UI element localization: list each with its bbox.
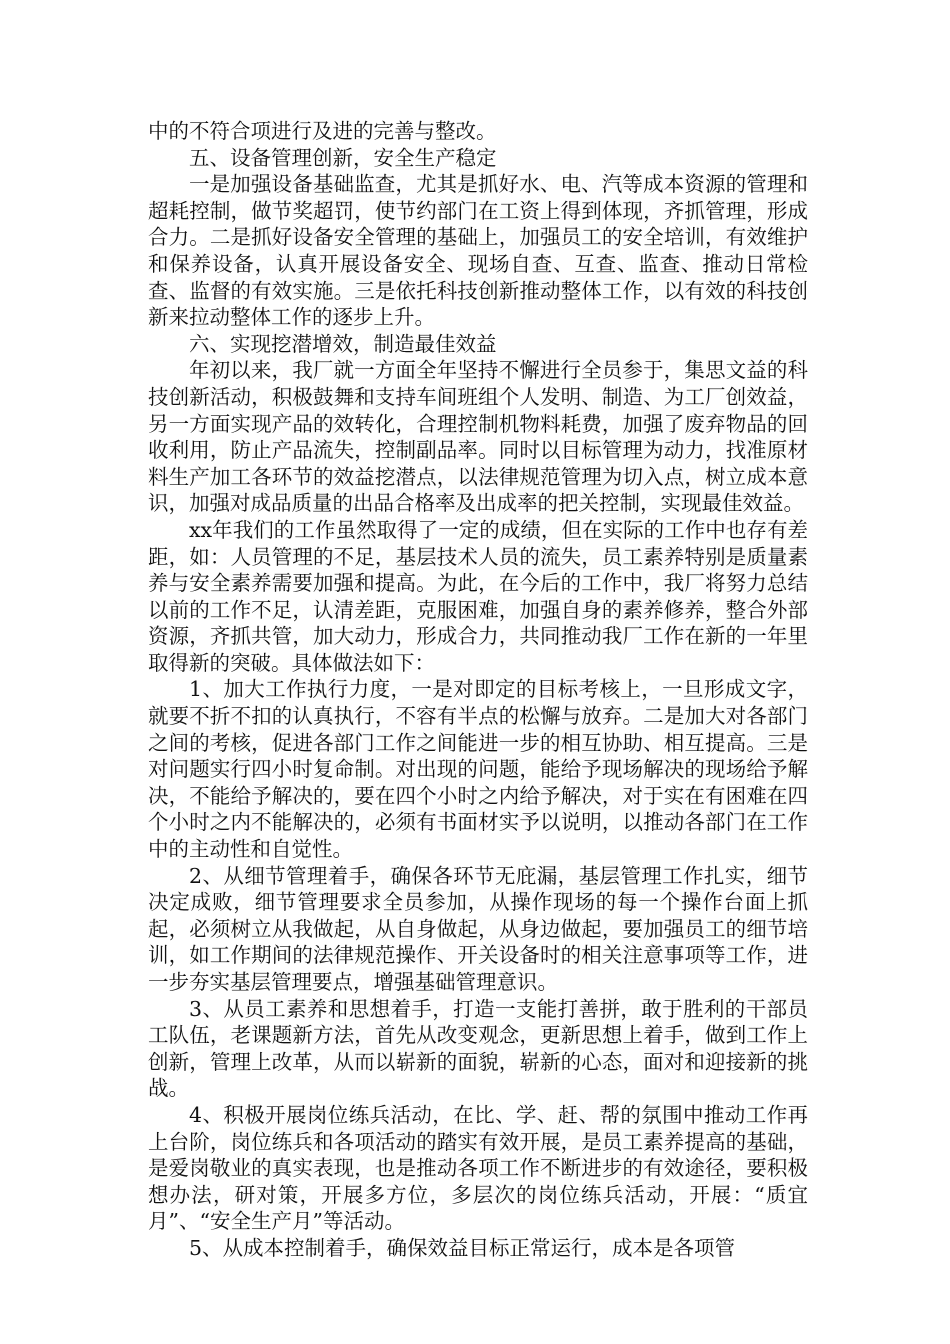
paragraph-summary: xx年我们的工作虽然取得了一定的成绩，但在实际的工作中也存有差距，如：人员管理的不足，基层技术人员的流失，员工素养特别是质量素养与安全素养需要加强和提高。为此，在今后的工作中，我厂将努力总结以前的工作不足，认清差距，克服困难，加强自身的素养修养，整合外部资源，齐抓共管，加大动力，形成合力，共同推动我厂工作在新的一年里取得新的突破。具体做法如下： — [148, 517, 808, 675]
paragraph-equipment-management: 一是加强设备基础监查，尤其是抓好水、电、汽等成本资源的管理和超耗控制，做节奖超罚，使节约部门在工资上得到体现，齐抓管理，形成合力。二是抓好设备安全管理的基础上，加强员工的安全培训，有效维护和保养设备，认真开展设备安全、现场自查、互查、监查、推动日常检查、监督的有效实施。三是依托科技创新推动整体工作，以有效的科技创新来拉动整体工作的逐步上升。 — [148, 172, 808, 330]
section-heading-5: 五、设备管理创新，安全生产稳定 — [189, 145, 497, 170]
list-item-3: 3、从员工素养和思想着手，打造一支能打善拼，敢于胜利的干部员工队伍，老课题新方法，首先从改变观念，更新思想上着手，做到工作上创新，管理上改革，从而以崭新的面貌，崭新的心态，面对和迎接新的挑战。 — [148, 996, 808, 1101]
list-item-2: 2、从细节管理着手，确保各环节无庇漏，基层管理工作扎实，细节决定成败，细节管理要求全员参加，从操作现场的每一个操作台面上抓起，必须树立从我做起，从自身做起，从身边做起，要加强员工的细节培训，如工作期间的法律规范操作、开关设备时的相关注意事项等工作，进一步夯实基层管理要点，增强基础管理意识。 — [148, 863, 808, 994]
list-item-5: 5、从成本控制着手，确保效益目标正常运行，成本是各项管 — [189, 1235, 736, 1260]
paragraph-efficiency: 年初以来，我厂就一方面全年坚持不懈进行全员参于，集思文益的科技创新活动，积极鼓舞和支持车间班组个人发明、制造、为工厂创效益，另一方面实现产品的效转化，合理控制机物料耗费，加强了废弃物品的回收利用，防止产品流失，控制副品率。同时以目标管理为动力，找准原材料生产加工各环节的效益挖潜点，以法律规范管理为切入点，树立成本意识，加强对成品质量的出品合格率及出成率的把关控制，实现最佳效益。 — [148, 358, 808, 516]
document-page — [148, 118, 808, 1262]
list-item-4: 4、积极开展岗位练兵活动，在比、学、赶、帮的氛围中推动工作再上台阶，岗位练兵和各项活动的踏实有效开展，是员工素养提高的基础，是爱岗敬业的真实表现，也是推动各项工作不断进步的有效途径，要积极想办法，研对策，开展多方位，多层次的岗位练兵活动，开展：“质宜月”、“安全生产月”等活动。 — [148, 1102, 808, 1234]
paragraph-continuation: 中的不符合项进行及进的完善与整改。 — [148, 119, 497, 143]
list-item-1: 1、加大工作执行力度，一是对即定的目标考核上，一旦形成文字，就要不折不扣的认真执行，不容有半点的松懈与放弃。二是加大对各部门之间的考核，促进各部门工作之间能进一步的相互协助、相互提高。三是对问题实行四小时复命制。对出现的问题，能给予现场解决的现场给予解决，不能给予解决的，要在四个小时之内给予解决，对于实在有困难在四个小时之内不能解决的，必须有书面材实予以说明，以推动各部门在工作中的主动性和自觉性。 — [148, 677, 808, 862]
section-heading-6: 六、实现挖潜增效，制造最佳效益 — [189, 331, 497, 356]
